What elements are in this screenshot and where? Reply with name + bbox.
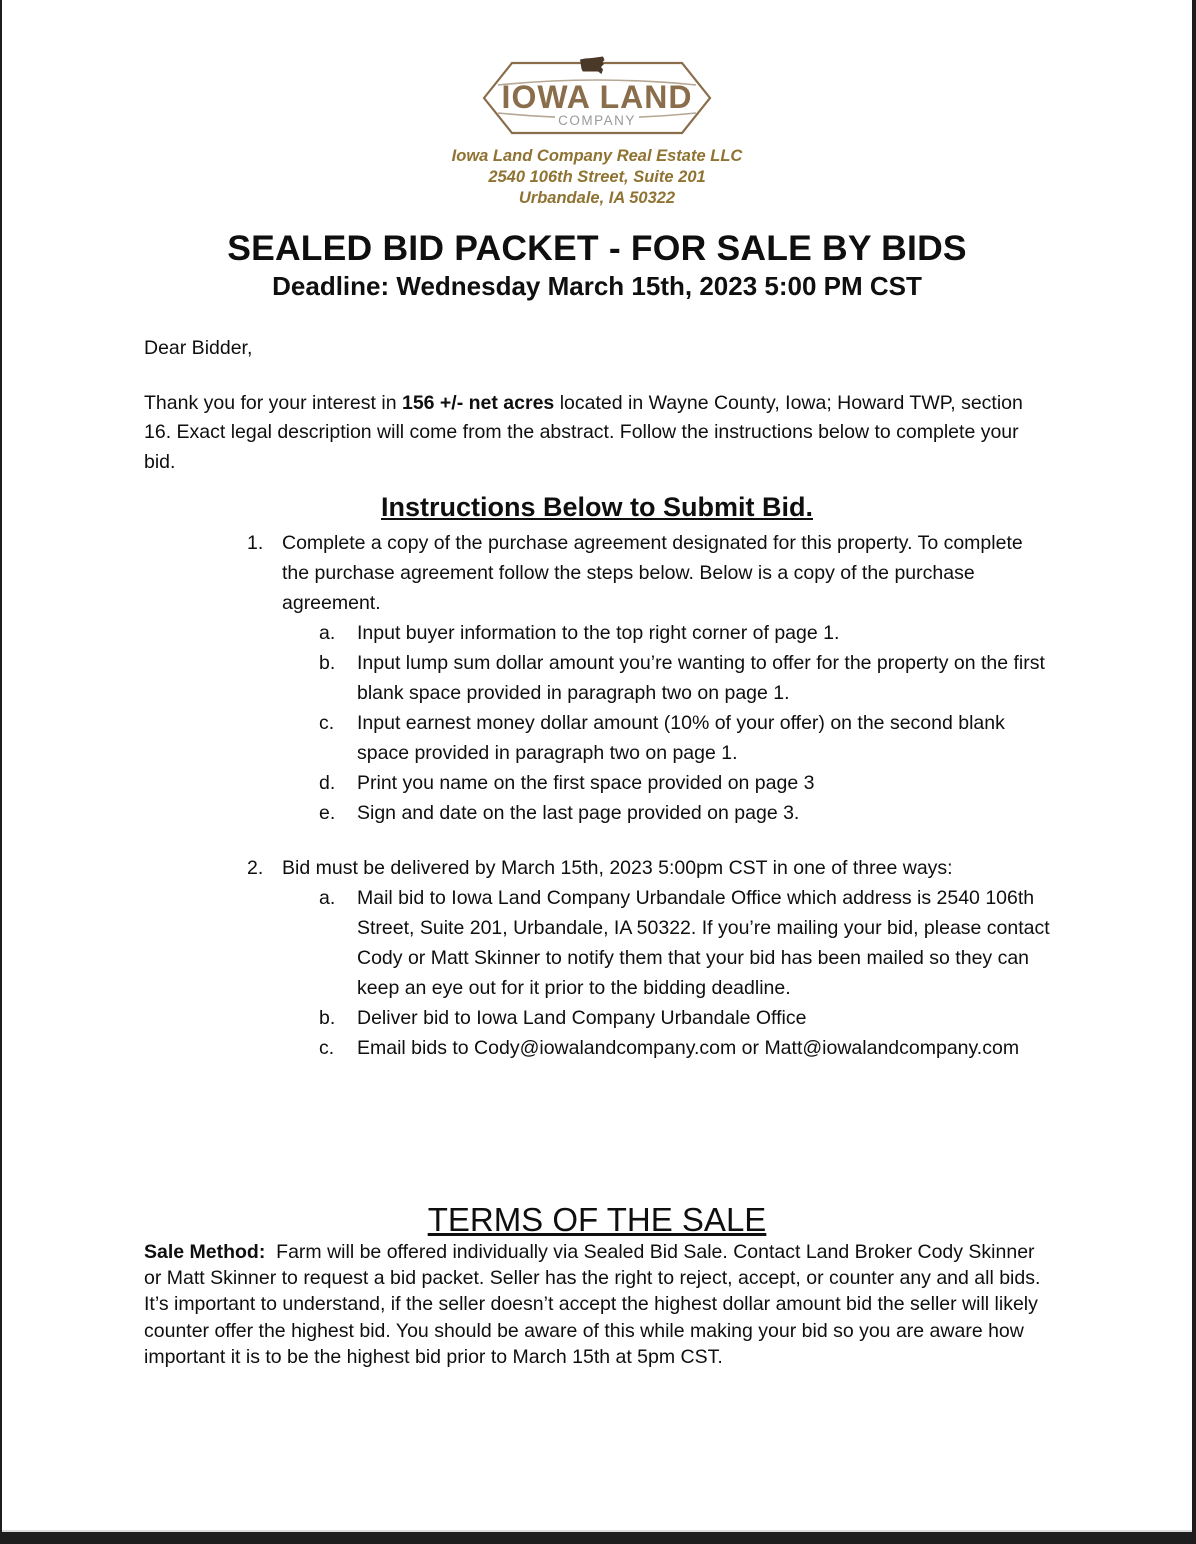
- list-subitem: [144, 708, 1054, 768]
- list-subitem-letter: a.: [319, 622, 336, 644]
- list-subitem-text: Print you name on the first space provided on page 3: [357, 772, 815, 794]
- list-subitem-text: Sign and date on the last page provided on page 3.: [357, 802, 800, 824]
- sale-method-paragraph: [144, 1239, 1052, 1370]
- document-page: [2, 0, 1192, 1532]
- terms-heading: TERMS OF THE SALE: [427, 1201, 767, 1238]
- list-subitem-letter: b.: [319, 1007, 336, 1029]
- list-subitem-text: Mail bid to Iowa Land Company Urbandale Office which address is 2540 106th Street, Suite 201, Urbandale, IA 50322. If you’re mailing your bid, please contact Cody or Matt Skinner to notify them that your bid has been mailed so they can keep an eye out for it prior to the bidding deadline.: [357, 887, 1050, 999]
- list-subitem-text: Input earnest money dollar amount (10% of your offer) on the second blank space provided in paragraph two on page 1.: [357, 712, 1005, 764]
- letterhead-company: Iowa Land Company Real Estate LLC: [451, 147, 743, 165]
- logo-wordmark: IOWA LAND: [501, 79, 693, 115]
- list-item-text: Complete a copy of the purchase agreement designated for this property. To complete the purchase agreement follow the steps below. Below is a copy of the purchase agreement.: [282, 532, 1023, 614]
- list-item: [144, 853, 1054, 883]
- list-subitem-text: Email bids to Cody@iowalandcompany.com or Matt@iowalandcompany.com: [357, 1037, 1020, 1059]
- list-subitem-text: Deliver bid to Iowa Land Company Urbandale Office: [357, 1007, 807, 1029]
- list-subitem: [144, 618, 1054, 648]
- list-subitem: [144, 883, 1054, 1003]
- iowa-land-logo: [482, 54, 712, 143]
- instructions-heading: Instructions Below to Submit Bid.: [381, 492, 813, 522]
- list-item-number: 1.: [247, 532, 264, 554]
- list-subitem-text: Input buyer information to the top right corner of page 1.: [357, 622, 840, 644]
- intro-text-before: Thank you for your interest in: [144, 392, 402, 414]
- list-item-number: 2.: [247, 857, 264, 879]
- list-subitem-letter: b.: [319, 652, 336, 674]
- list-subitem: [144, 768, 1054, 798]
- iowa-land-logo-svg: [482, 54, 712, 138]
- list-item: [144, 528, 1054, 618]
- letterhead-city: Urbandale, IA 50322: [518, 189, 676, 207]
- list-subitem-text: Input lump sum dollar amount you’re wanting to offer for the property on the first blank space provided in paragraph two on page 1.: [357, 652, 1045, 704]
- letterhead-address: [2, 146, 1192, 209]
- list-subitem: [144, 1003, 1054, 1033]
- list-subitem-letter: d.: [319, 772, 336, 794]
- intro-acres-bold: 156 +/- net acres: [401, 392, 555, 414]
- salutation: Dear Bidder,: [144, 337, 253, 359]
- page-title: SEALED BID PACKET - FOR SALE BY BIDS: [227, 228, 967, 268]
- instructions-list: [144, 528, 1054, 1063]
- intro-paragraph: [144, 389, 1054, 477]
- list-subitem-letter: a.: [319, 887, 336, 909]
- list-item-text: Bid must be delivered by March 15th, 2023 5:00pm CST in one of three ways:: [282, 857, 953, 879]
- sale-method-text: Farm will be offered individually via Sealed Bid Sale. Contact Land Broker Cody Skinner or Matt Skinner to request a bid packet. Seller has the right to reject, accept, or counter any and all bids. It’s important to understand, if the seller doesn’t accept the highest dollar amount bid the seller will likely counter offer the highest bid. You should be aware of this while making your bid so you are aware how important it is to be the highest bid prior to March 15th at 5pm CST.: [144, 1241, 1041, 1368]
- sale-method-label: Sale Method:: [144, 1241, 266, 1263]
- logo-company-label: COMPANY: [558, 113, 636, 128]
- list-subitem-letter: e.: [319, 802, 336, 824]
- intro-text-after: located in Wayne County, Iowa; Howard TWP, section 16. Exact legal description will come from the abstract. Follow the instructions below to complete your bid.: [144, 392, 1023, 473]
- letterhead-street: 2540 106th Street, Suite 201: [488, 168, 706, 186]
- list-subitem: [144, 648, 1054, 708]
- deadline-subtitle: Deadline: Wednesday March 15th, 2023 5:00 PM CST: [272, 271, 922, 301]
- list-subitem: [144, 798, 1054, 828]
- iowa-state-icon: [580, 57, 605, 75]
- list-subitem: [144, 1033, 1054, 1063]
- list-subitem-letter: c.: [319, 712, 335, 734]
- list-subitem-letter: c.: [319, 1037, 335, 1059]
